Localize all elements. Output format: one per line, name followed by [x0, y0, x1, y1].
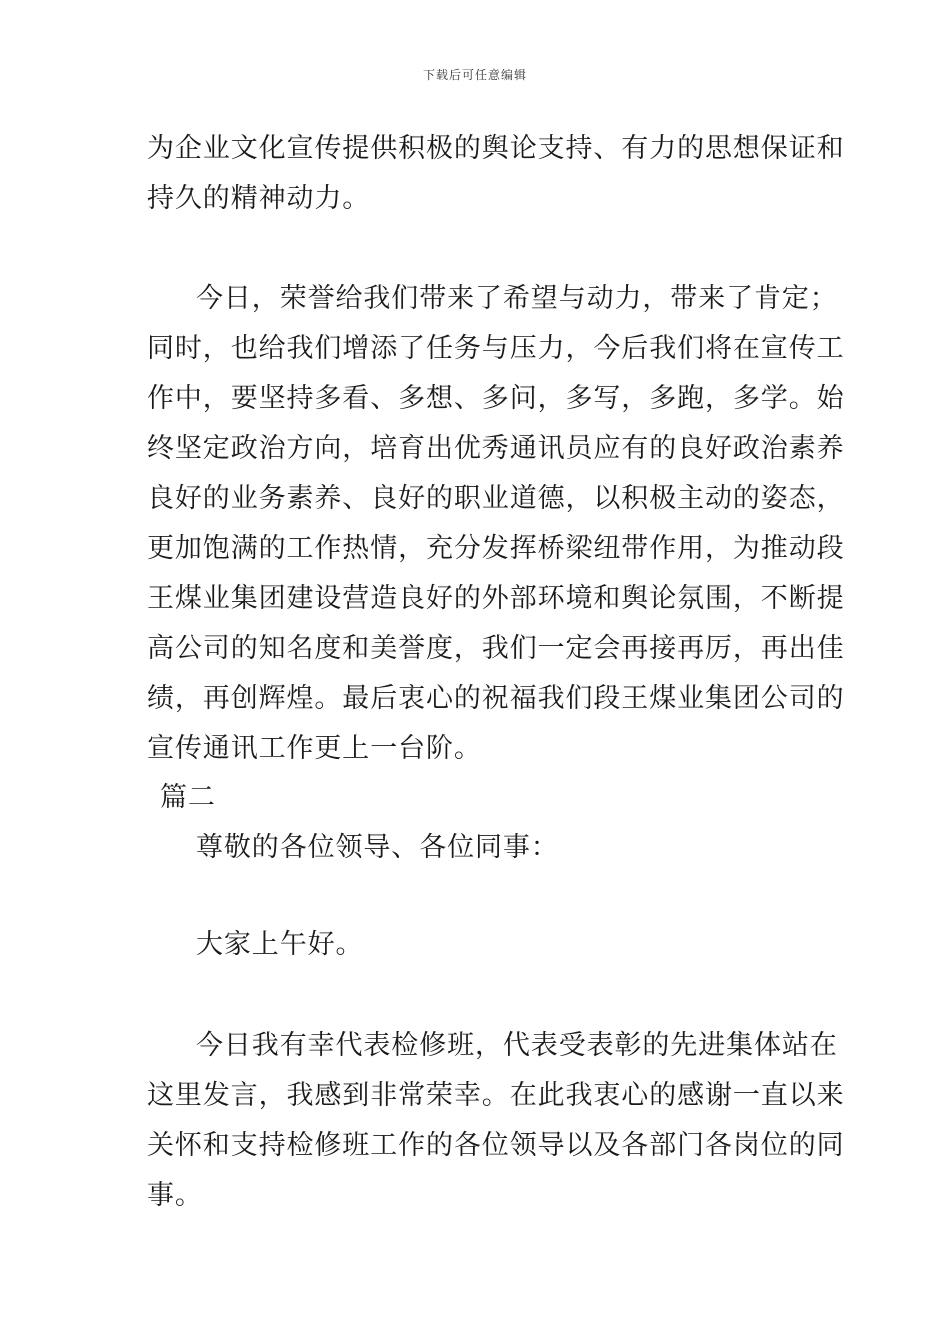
- paragraph-line: 高公司的知名度和美誉度，我们一定会再接再厉，再出佳: [147, 633, 845, 664]
- paragraph-line: 宣传通讯工作更上一台阶。: [147, 733, 482, 764]
- paragraph-line: 良好的业务素养、良好的职业道德，以积极主动的姿态，: [147, 483, 845, 514]
- paragraph-line: 为企业文化宣传提供积极的舆论支持、有力的思想保证和: [147, 133, 845, 164]
- paragraph-line: 今日，荣誉给我们带来了希望与动力，带来了肯定；: [196, 283, 838, 314]
- paragraph-line: 同时，也给我们增添了任务与压力，今后我们将在宣传工: [147, 333, 845, 364]
- paragraph-line: 作中，要坚持多看、多想、多问，多写，多跑，多学。始: [147, 383, 845, 414]
- paragraph-line: 今日我有幸代表检修班，代表受表彰的先进集体站在: [196, 1030, 838, 1061]
- paragraph-line: 绩，再创辉煌。最后衷心的祝福我们段王煤业集团公司的: [147, 683, 845, 714]
- paragraph-line: 事。: [147, 1180, 203, 1211]
- paragraph-line: 王煤业集团建设营造良好的外部环境和舆论氛围，不断提: [147, 583, 845, 614]
- salutation: 尊敬的各位领导、各位同事：: [196, 832, 559, 863]
- paragraph-line: 持久的精神动力。: [147, 183, 371, 214]
- greeting: 大家上午好。: [196, 929, 364, 960]
- paragraph-line: 更加饱满的工作热情，充分发挥桥梁纽带作用，为推动段: [147, 533, 845, 564]
- section-label: 篇二: [160, 782, 216, 813]
- paragraph-line: 这里发言，我感到非常荣幸。在此我衷心的感谢一直以来: [147, 1080, 845, 1111]
- header-note: 下载后可任意编辑: [422, 68, 527, 82]
- paragraph-line: 关怀和支持检修班工作的各位领导以及各部门各岗位的同: [147, 1130, 845, 1161]
- paragraph-line: 终坚定政治方向，培育出优秀通讯员应有的良好政治素养: [147, 433, 845, 464]
